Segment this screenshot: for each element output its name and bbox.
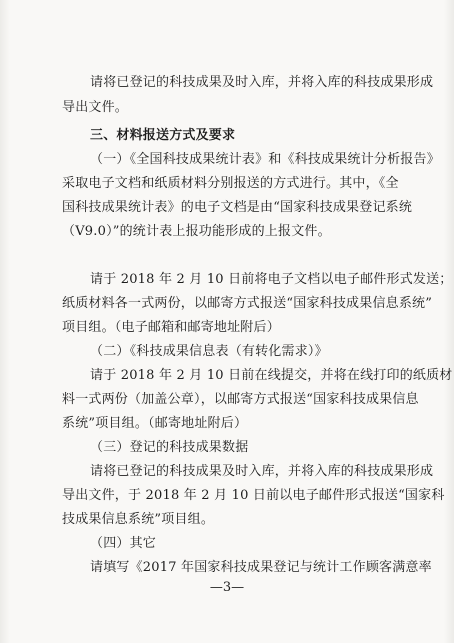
paragraph-line: 国科技成果统计表》的电子文档是由“国家科技成果登记系统 [62,200,413,215]
paragraph-line: 系统”项目组。（邮寄地址附后） [62,416,248,431]
paragraph-line: 请将已登记的科技成果及时入库，并将入库的科技成果形成 [90,75,434,90]
paragraph-line: （V9.0）”的统计表上报功能形成的上报文件。 [62,224,331,239]
section-heading: 三、材料报送方式及要求 [90,128,236,143]
paragraph-line: 采取电子文档和纸质材料分别报送的方式进行。其中，《全 [62,176,399,191]
paragraph-line: 项目组。（电子邮箱和邮寄地址附后） [62,320,280,335]
paragraph-line: 请填写《2017 年国家科技成果登记与统计工作顾客满意率 [90,560,432,575]
paragraph-line: 料一式两份（加盖公章），以邮寄方式报送“国家科技成果信息 [62,392,419,407]
paragraph-line: 请将已登记的科技成果及时入库，并将入库的科技成果形成 [90,464,434,479]
paragraph-line: 导出文件，于 2018 年 2 月 10 日前以电子邮件形式报送“国家科 [62,488,445,503]
paragraph-line: 请于 2018 年 2 月 10 日前在线提交，并将在线打印的纸质材 [90,368,453,383]
paragraph-line: 技成果信息系统”项目组。 [62,512,215,527]
paragraph-line: 请于 2018 年 2 月 10 日前将电子文档以电子邮件形式发送； [90,272,453,287]
subsection-heading: （二）《科技成果信息表（有转化需求）》 [90,344,328,359]
subsection-heading: （四）其它 [90,536,157,551]
paragraph-line: 导出文件。 [62,100,129,115]
subsection-heading: （三）登记的科技成果数据 [90,440,249,455]
page-number: —3— [209,580,245,595]
subsection-heading: （一）《全国科技成果统计表》和《科技成果统计分析报告》 [90,152,440,167]
paragraph-line: 纸质材料各一式两份，以邮寄方式报送“国家科技成果信息系统” [62,296,433,311]
